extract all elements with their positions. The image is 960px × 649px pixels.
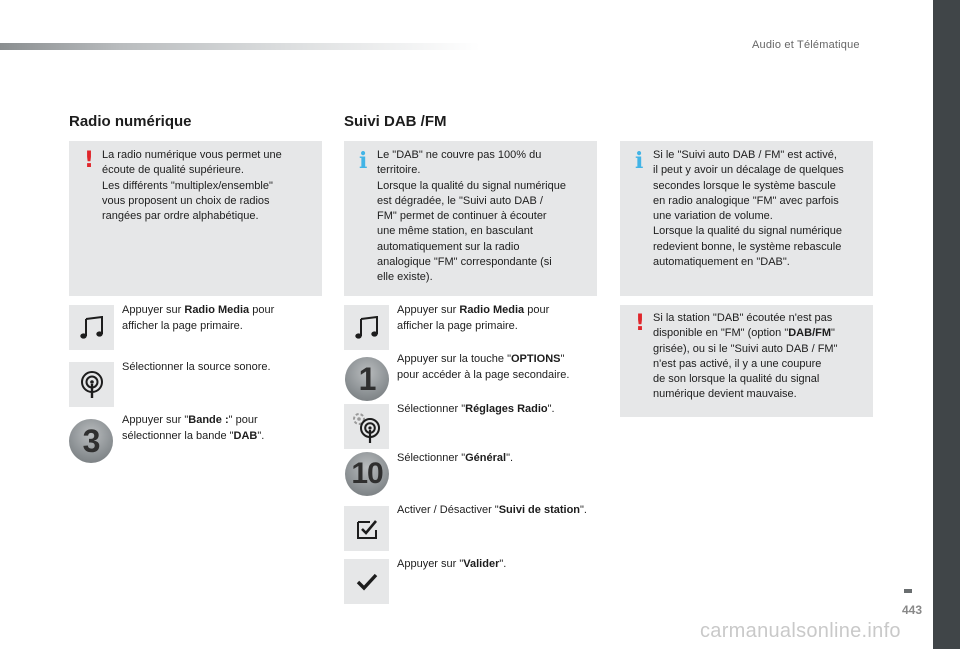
section-title: Audio et Télématique xyxy=(752,39,860,51)
info-note-box xyxy=(620,141,873,296)
warning-note-box xyxy=(69,141,322,296)
middle-step-1: Appuyer sur Radio Media pour afficher la page primaire. xyxy=(397,304,550,332)
radio-settings-icon xyxy=(344,404,389,449)
info-icon: i xyxy=(359,148,368,174)
warning-icon: ! xyxy=(635,311,646,336)
chapter-sidebar xyxy=(933,0,960,649)
info-icon: i xyxy=(635,148,644,174)
middle-step-2: Appuyer sur la touche "OPTIONS" pour accéder à la page secondaire. xyxy=(397,353,570,381)
middle-step-3: Sélectionner "Réglages Radio". xyxy=(397,403,555,415)
checkmark-icon xyxy=(344,559,389,604)
watermark: carmanualsonline.info xyxy=(700,620,901,642)
warning-note-text: La radio numérique vous permet une écoute de qualité supérieure. Les différents "multiplex/ensemble" vous proposent un choix de radios rangées par ordre alphabétique. xyxy=(102,149,282,223)
music-note-icon xyxy=(344,305,389,350)
warning-note-box xyxy=(620,305,873,417)
middle-step-4: Sélectionner "Général". xyxy=(397,452,514,464)
info-note-box xyxy=(344,141,597,296)
radio-source-icon xyxy=(69,362,114,407)
suivi-dab-fm-title: Suivi DAB /FM xyxy=(344,113,447,130)
left-step-1: Appuyer sur Radio Media pour afficher la page primaire. xyxy=(122,304,275,332)
step-number-1-badge: 1 xyxy=(345,357,389,401)
step-number-10-badge: 10 xyxy=(345,452,389,496)
left-step-3: Appuyer sur "Bande :" pour sélectionner la bande "DAB". xyxy=(122,414,265,442)
checkbox-toggle-icon xyxy=(344,506,389,551)
info-note-text: Le "DAB" ne couvre pas 100% du territoire. Lorsque la qualité du signal numérique est dégradée, le "Suivi auto DAB / FM" permet de continuer à écouter une même station, en basculant automatiquement sur la radio analogique "FM" correspondante (si elle existe). xyxy=(377,149,566,284)
info-note-text: Si le "Suivi auto DAB / FM" est activé, il peut y avoir un décalage de quelques secondes lorsque le système bascule en radio analogique "FM" avec parfois une variation de volume. Lorsque la qualité du signal numérique redevient bonne, le système rebascule automatiquement en "DAB". xyxy=(653,149,844,269)
page-number: 443 xyxy=(902,603,923,617)
radio-numerique-title: Radio numérique xyxy=(69,113,192,130)
step-number-3-badge: 3 xyxy=(69,419,113,463)
warning-icon: ! xyxy=(84,148,95,173)
music-note-icon xyxy=(69,305,114,350)
warning-note-text: Si la station "DAB" écoutée n'est pas disponible en "FM" (option "DAB/FM" grisée), ou si le "Suivi auto DAB / FM" n'est pas activé, il y a une coupure de son lorsque la qualité du signal numérique devient mauvaise. xyxy=(653,312,838,401)
header-gradient-bar xyxy=(0,43,480,50)
middle-step-5: Activer / Désactiver "Suivi de station". xyxy=(397,504,587,516)
left-step-2: Sélectionner la source sonore. xyxy=(122,361,271,373)
middle-step-6: Appuyer sur "Valider". xyxy=(397,558,507,570)
page-marker xyxy=(904,589,912,593)
